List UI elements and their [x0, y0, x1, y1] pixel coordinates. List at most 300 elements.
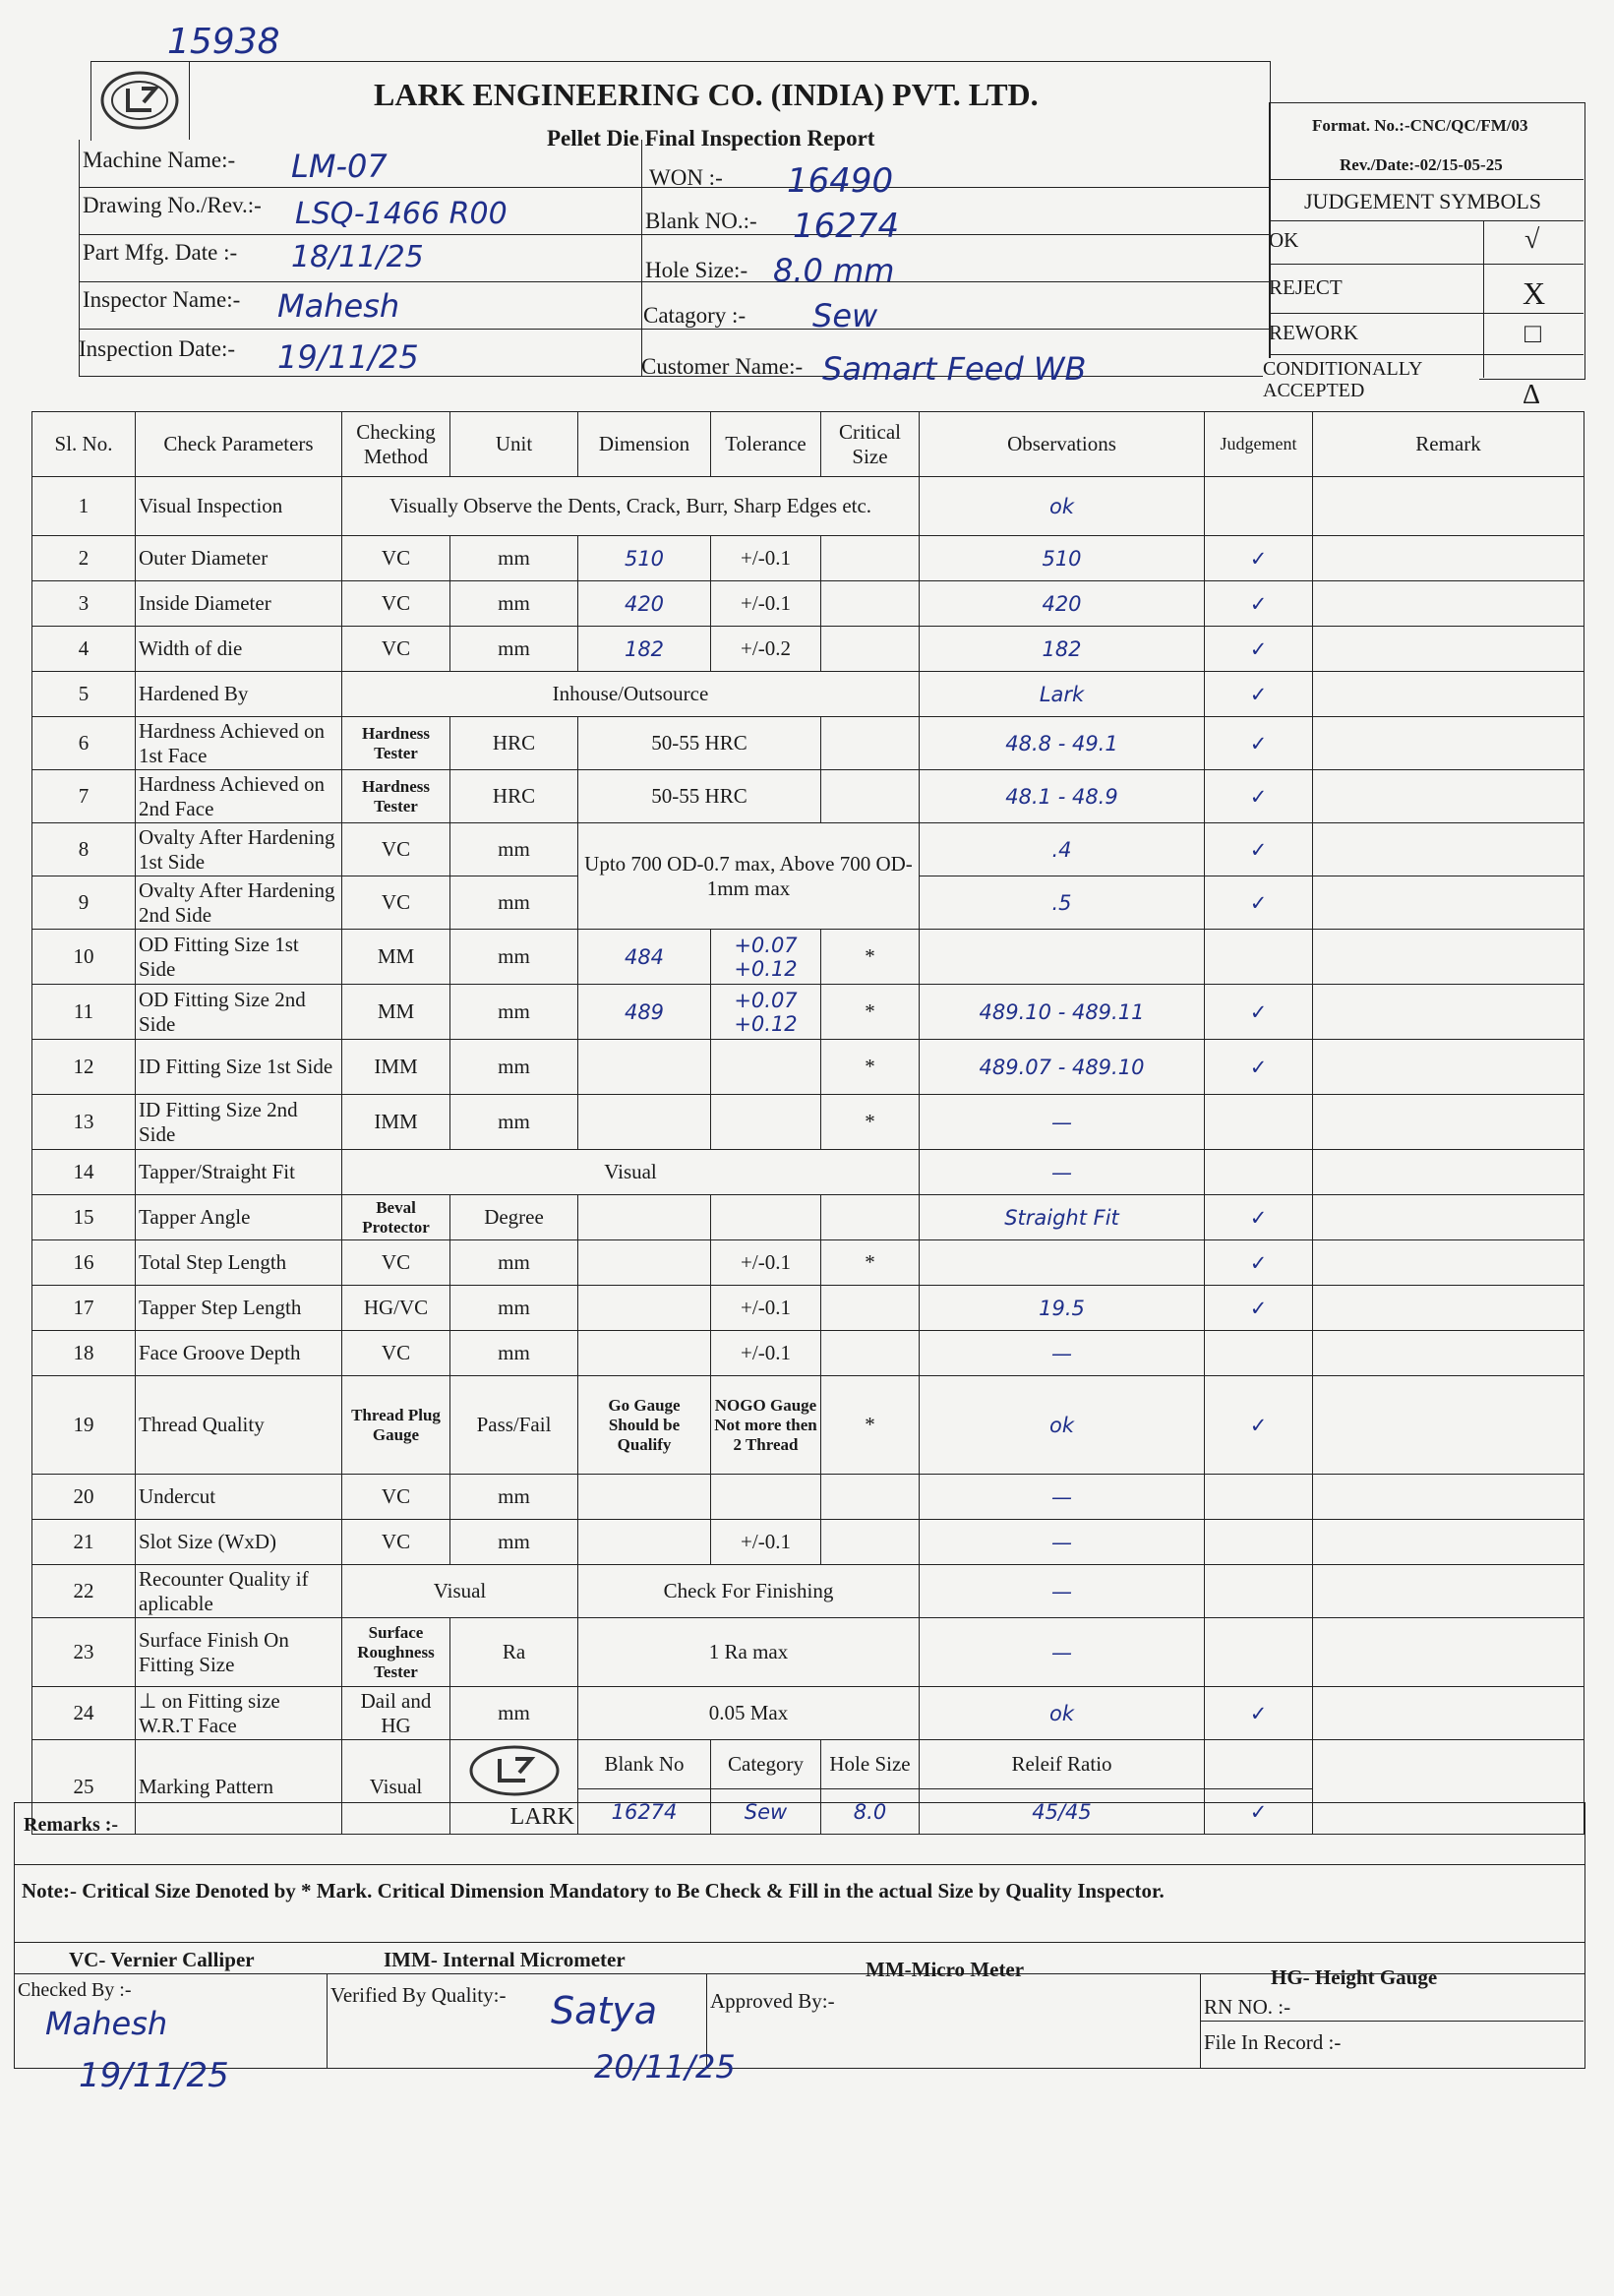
row-tol: +0.07 +0.12: [711, 930, 821, 985]
row-unit: mm: [450, 876, 578, 930]
row-remark: [1313, 1240, 1584, 1286]
row-observation: .5: [920, 876, 1205, 930]
row-unit: mm: [450, 1286, 578, 1331]
row-param: ID Fitting Size 1st Side: [136, 1040, 342, 1095]
marking-sub-value: Sew: [711, 1789, 821, 1835]
blank-no-value: 16274: [793, 207, 900, 246]
row-judgement: ✓: [1205, 1240, 1313, 1286]
row-judgement: [1205, 1095, 1313, 1150]
row-crit: *: [821, 1040, 920, 1095]
row-remark: [1313, 1565, 1584, 1618]
row-judgement: ✓: [1205, 1195, 1313, 1240]
row-tol: +0.07 +0.12: [711, 985, 821, 1040]
table-row: [32, 930, 1584, 985]
row-observation: .4: [920, 823, 1205, 876]
row-observation: —: [920, 1150, 1205, 1195]
row-unit: mm: [450, 627, 578, 672]
row-judgement: ✓: [1205, 1286, 1313, 1331]
row-observation: —: [920, 1618, 1205, 1687]
table-row: [32, 627, 1584, 672]
row-observation: 510: [920, 536, 1205, 581]
row-observation: Lark: [920, 672, 1205, 717]
row-method: VC: [342, 1331, 450, 1376]
row-remark: [1313, 1040, 1584, 1095]
remarks-label: Remarks :-: [24, 1814, 119, 1836]
row-judgement: ✓: [1205, 672, 1313, 717]
symbol-ok: √: [1524, 224, 1540, 255]
row-param: Tapper Step Length: [136, 1286, 342, 1331]
rev-date: Rev./Date:-02/15-05-25: [1340, 155, 1503, 174]
row-unit: mm: [450, 1520, 578, 1565]
row-remark: [1313, 1150, 1584, 1195]
row-method: VC: [342, 1520, 450, 1565]
row-sl: 13: [32, 1095, 136, 1150]
format-no: Format. No.:-CNC/QC/FM/03: [1312, 116, 1528, 135]
row-judgement: [1205, 477, 1313, 536]
row-sl: 4: [32, 627, 136, 672]
row-param: Outer Diameter: [136, 536, 342, 581]
row-crit: *: [821, 1240, 920, 1286]
row-judgement: ✓: [1205, 536, 1313, 581]
row-param: Hardened By: [136, 672, 342, 717]
row-crit: *: [821, 1095, 920, 1150]
row-sl: 5: [32, 672, 136, 717]
row-tol: [711, 1475, 821, 1520]
row-method: MM: [342, 930, 450, 985]
table-row: [32, 1286, 1584, 1331]
drawing-no-label: Drawing No./Rev.:-: [83, 193, 262, 217]
row-sl: 23: [32, 1618, 136, 1687]
row-judgement: ✓: [1205, 717, 1313, 770]
symbol-conditional-text: CONDITIONALLY ACCEPTED: [1263, 358, 1479, 401]
row-sl: 9: [32, 876, 136, 930]
row-remark: [1313, 1331, 1584, 1376]
row-sl: 3: [32, 581, 136, 627]
row-tol: [711, 1195, 821, 1240]
row-crit: [821, 581, 920, 627]
col-obs: Observations: [920, 412, 1205, 477]
row-dim: 50-55 HRC: [578, 717, 821, 770]
row-dim: [578, 1040, 711, 1095]
row-remark: [1313, 1095, 1584, 1150]
table-row: [32, 1376, 1584, 1475]
table-row: [32, 1095, 1584, 1150]
row-crit: [821, 627, 920, 672]
row-param: Inside Diameter: [136, 581, 342, 627]
row-observation: ok: [920, 1687, 1205, 1740]
checked-by-signature: Mahesh: [45, 2005, 168, 2042]
row-remark: [1313, 823, 1584, 876]
row-method: Visual: [342, 1740, 450, 1835]
row-remark: [1313, 770, 1584, 823]
row-sl: 15: [32, 1195, 136, 1240]
row-param: OD Fitting Size 1st Side: [136, 930, 342, 985]
table-row: [32, 1520, 1584, 1565]
table-row: [32, 477, 1584, 536]
table-header: [32, 412, 1584, 477]
row-method: VC: [342, 627, 450, 672]
row-param: OD Fitting Size 2nd Side: [136, 985, 342, 1040]
row-observation: —: [920, 1475, 1205, 1520]
row-dim: 484: [578, 930, 711, 985]
row-dim: [578, 1240, 711, 1286]
symbol-rework: □: [1524, 319, 1541, 349]
row-dimtol: 1 Ra max: [578, 1618, 920, 1687]
row-sl: 22: [32, 1565, 136, 1618]
row-method: VC: [342, 581, 450, 627]
row-remark: [1313, 672, 1584, 717]
row-param: Visual Inspection: [136, 477, 342, 536]
symbol-conditional: Δ: [1523, 380, 1541, 410]
row-remark: [1313, 876, 1584, 930]
row-judgement: ✓: [1205, 1687, 1313, 1740]
row-observation: —: [920, 1565, 1205, 1618]
col-param: Check Parameters: [136, 412, 342, 477]
row-tol: +/-0.1: [711, 1286, 821, 1331]
row-observation: 48.8 - 49.1: [920, 717, 1205, 770]
row-crit: [821, 1475, 920, 1520]
row-sl: 16: [32, 1240, 136, 1286]
row-unit: mm: [450, 536, 578, 581]
row-crit: [821, 536, 920, 581]
row-remark: [1313, 627, 1584, 672]
row-observation: —: [920, 1520, 1205, 1565]
row-unit: Degree: [450, 1195, 578, 1240]
drawing-no-value: LSQ-1466 R00: [295, 197, 508, 231]
machine-name-value: LM-07: [291, 148, 388, 185]
row-judgement: [1205, 1150, 1313, 1195]
row-observation: —: [920, 1331, 1205, 1376]
symbol-rework-label: REWORK: [1269, 321, 1358, 344]
row-dim: 510: [578, 536, 711, 581]
lark-logo-icon: [460, 1743, 568, 1798]
col-unit: Unit: [450, 412, 578, 477]
row-judgement: ✓: [1205, 770, 1313, 823]
row-param: Slot Size (WxD): [136, 1520, 342, 1565]
row-span-text: Visual: [342, 1150, 920, 1195]
row-method: Beval Protector: [342, 1195, 450, 1240]
marking-sub-value: 8.0: [821, 1789, 920, 1835]
marking-logo-text: LARK: [509, 1804, 574, 1830]
row-param: Marking Pattern: [136, 1740, 342, 1835]
blank-no-label: Blank NO.:-: [645, 209, 757, 233]
inspector-name-label: Inspector Name:-: [83, 287, 241, 312]
row-unit: mm: [450, 1687, 578, 1740]
row-remark: [1313, 930, 1584, 985]
row-remark: [1313, 1286, 1584, 1331]
row-sl: 8: [32, 823, 136, 876]
row-crit: [821, 1331, 920, 1376]
row-param: Undercut: [136, 1475, 342, 1520]
row-tol: +/-0.1: [711, 1331, 821, 1376]
row-tol: +/-0.1: [711, 1240, 821, 1286]
row-param: Total Step Length: [136, 1240, 342, 1286]
row-unit: mm: [450, 985, 578, 1040]
row-dim: 489: [578, 985, 711, 1040]
row-dim: 50-55 HRC: [578, 770, 821, 823]
row-dim: [578, 1195, 711, 1240]
won-label: WON :-: [649, 165, 723, 190]
table-row: [32, 1195, 1584, 1240]
verified-by-date: 20/11/25: [594, 2048, 736, 2085]
row-judgement: ✓: [1205, 1040, 1313, 1095]
category-label: Catagory :-: [643, 303, 747, 328]
row-crit: *: [821, 930, 920, 985]
symbol-reject-label: REJECT: [1269, 275, 1343, 299]
col-crit: Critical Size: [821, 412, 920, 477]
table-row: [32, 1040, 1584, 1095]
row-param: Hardness Achieved on 1st Face: [136, 717, 342, 770]
report-title: Pellet Die Final Inspection Report: [547, 126, 875, 151]
row-unit: mm: [450, 581, 578, 627]
customer-name-value: Samart Feed WB: [822, 350, 1087, 388]
row-crit: *: [821, 985, 920, 1040]
row-method: Thread Plug Gauge: [342, 1376, 450, 1475]
row-tol: +/-0.1: [711, 1520, 821, 1565]
row-judgement: [1205, 1475, 1313, 1520]
row-dim: [578, 1520, 711, 1565]
row-observation: 489.07 - 489.10: [920, 1040, 1205, 1095]
row-tol: +/-0.1: [711, 536, 821, 581]
rn-no-label: RN NO. :-: [1204, 1995, 1291, 2019]
approved-by-label: Approved By:-: [710, 1989, 835, 2013]
row-dim: [578, 1095, 711, 1150]
row-unit: mm: [450, 930, 578, 985]
row-param: Tapper Angle: [136, 1195, 342, 1240]
row-param: Recounter Quality if aplicable: [136, 1565, 342, 1618]
customer-name-label: Customer Name:-: [641, 354, 804, 379]
marking-sub-header: Blank No: [578, 1740, 711, 1789]
table-row: [32, 1687, 1584, 1740]
row-remark: [1313, 1687, 1584, 1740]
row-remark: [1313, 536, 1584, 581]
row-judgement: [1205, 930, 1313, 985]
row-unit: mm: [450, 1040, 578, 1095]
row-span-text: Visually Observe the Dents, Crack, Burr, Sharp Edges etc.: [342, 477, 920, 536]
row-dimtol: 0.05 Max: [578, 1687, 920, 1740]
row-unit: mm: [450, 1240, 578, 1286]
row-sl: 10: [32, 930, 136, 985]
col-method: Checking Method: [342, 412, 450, 477]
row-sl: 25: [32, 1740, 136, 1835]
company-logo-icon: [90, 61, 189, 140]
marking-sub-header: Hole Size: [821, 1740, 920, 1789]
marking-sub-value: 45/45: [920, 1789, 1205, 1835]
row-method: HG/VC: [342, 1286, 450, 1331]
legend-mm: MM-Micro Meter: [866, 1958, 1025, 1981]
col-remark: Remark: [1313, 412, 1584, 477]
row-unit: HRC: [450, 770, 578, 823]
verified-by-signature: Satya: [551, 1989, 658, 2032]
col-judge: Judgement: [1205, 412, 1313, 477]
table-row: [32, 1475, 1584, 1520]
verified-by-label: Verified By Quality:-: [330, 1983, 507, 2007]
marking-sub-header: Category: [711, 1740, 821, 1789]
row-observation: 420: [920, 581, 1205, 627]
row-remark: [1313, 1475, 1584, 1520]
row-observation: —: [920, 1095, 1205, 1150]
row-crit: *: [821, 1376, 920, 1475]
doc-number: 15938: [167, 22, 280, 62]
legend-vc: VC- Vernier Calliper: [69, 1948, 255, 1971]
symbol-reject: X: [1523, 275, 1546, 311]
row-observation: 182: [920, 627, 1205, 672]
row-judgement: ✓: [1205, 581, 1313, 627]
row-observation: 19.5: [920, 1286, 1205, 1331]
part-mfg-date-value: 18/11/25: [291, 240, 424, 274]
row-dim: [578, 1286, 711, 1331]
row-crit: [821, 1520, 920, 1565]
row-remark: [1313, 477, 1584, 536]
row-unit: mm: [450, 823, 578, 876]
row-remark: [1313, 1618, 1584, 1687]
table-row: [32, 985, 1584, 1040]
file-in-record-label: File In Record :-: [1204, 2030, 1342, 2054]
row-method: VC: [342, 1240, 450, 1286]
row-unit: HRC: [450, 717, 578, 770]
table-row: [32, 717, 1584, 770]
row-param: Surface Finish On Fitting Size: [136, 1618, 342, 1687]
symbol-ok-label: OK: [1269, 228, 1299, 252]
row-dim: [578, 1475, 711, 1520]
row-param: Thread Quality: [136, 1376, 342, 1475]
legend-imm: IMM- Internal Micrometer: [384, 1948, 626, 1971]
row-method: VC: [342, 1475, 450, 1520]
row-method: Visual: [342, 1565, 578, 1618]
row-param: ⊥ on Fitting size W.R.T Face: [136, 1687, 342, 1740]
remarks-box: [14, 1802, 1585, 1865]
row-tol: [711, 1095, 821, 1150]
checked-by-date: 19/11/25: [79, 2056, 229, 2095]
col-sl: Sl. No.: [32, 412, 136, 477]
marking-sub-header: Releif Ratio: [920, 1740, 1205, 1789]
row-method: Hardness Tester: [342, 717, 450, 770]
row-method: Hardness Tester: [342, 770, 450, 823]
row-remark: [1313, 1376, 1584, 1475]
won-value: 16490: [787, 161, 894, 201]
row-dim: Upto 700 OD-0.7 max, Above 700 OD-1mm max: [578, 823, 920, 930]
row-judgement: [1205, 1618, 1313, 1687]
table-row: [32, 536, 1584, 581]
row-judgement: [1205, 1740, 1313, 1789]
table-row: [32, 770, 1584, 823]
row-observation: [920, 930, 1205, 985]
row-sl: 20: [32, 1475, 136, 1520]
row-observation: ok: [920, 1376, 1205, 1475]
row-observation: Straight Fit: [920, 1195, 1205, 1240]
judgement-symbols-title: JUDGEMENT SYMBOLS: [1304, 189, 1542, 213]
row-judgement: ✓: [1205, 876, 1313, 930]
marking-sub-value: 16274: [578, 1789, 711, 1835]
row-unit: Ra: [450, 1618, 578, 1687]
table-row-marking: [32, 1740, 1584, 1789]
row-method: VC: [342, 876, 450, 930]
row-param: Hardness Achieved on 2nd Face: [136, 770, 342, 823]
row-sl: 21: [32, 1520, 136, 1565]
row-judgement: ✓: [1205, 627, 1313, 672]
row-dimtol: Check For Finishing: [578, 1565, 920, 1618]
row-judgement: ✓: [1205, 1789, 1313, 1835]
inspection-table: [31, 411, 1584, 1835]
hole-size-value: 8.0 mm: [773, 252, 895, 289]
row-dim: [578, 1331, 711, 1376]
inspection-date-label: Inspection Date:-: [79, 336, 236, 361]
row-remark: [1313, 985, 1584, 1040]
row-unit: mm: [450, 1331, 578, 1376]
row-tol: +/-0.1: [711, 581, 821, 627]
row-param: Ovalty After Hardening 1st Side: [136, 823, 342, 876]
table-row: [32, 1150, 1584, 1195]
row-param: ID Fitting Size 2nd Side: [136, 1095, 342, 1150]
row-observation: 489.10 - 489.11: [920, 985, 1205, 1040]
part-mfg-date-label: Part Mfg. Date :-: [83, 240, 238, 265]
row-sl: 7: [32, 770, 136, 823]
row-param: Tapper/Straight Fit: [136, 1150, 342, 1195]
row-sl: 11: [32, 985, 136, 1040]
table-row: [32, 1618, 1584, 1687]
logo: [90, 61, 190, 140]
row-crit: [821, 717, 920, 770]
row-sl: 19: [32, 1376, 136, 1475]
row-remark: [1313, 1195, 1584, 1240]
row-dim: Go Gauge Should be Qualify: [578, 1376, 711, 1475]
row-judgement: [1205, 1331, 1313, 1376]
row-observation: 48.1 - 48.9: [920, 770, 1205, 823]
hole-size-label: Hole Size:-: [645, 258, 748, 282]
row-crit: [821, 1195, 920, 1240]
table-row: [32, 672, 1584, 717]
row-tol: NOGO Gauge Not more then 2 Thread: [711, 1376, 821, 1475]
row-remark: [1313, 581, 1584, 627]
row-judgement: ✓: [1205, 1376, 1313, 1475]
row-observation: ok: [920, 477, 1205, 536]
row-sl: 18: [32, 1331, 136, 1376]
row-sl: 6: [32, 717, 136, 770]
row-sl: 12: [32, 1040, 136, 1095]
table-row: [32, 1240, 1584, 1286]
row-method: VC: [342, 536, 450, 581]
row-judgement: ✓: [1205, 823, 1313, 876]
row-remark: [1313, 1520, 1584, 1565]
table-row: [32, 581, 1584, 627]
row-method: Surface Roughness Tester: [342, 1618, 450, 1687]
row-method: IMM: [342, 1040, 450, 1095]
row-observation: [920, 1240, 1205, 1286]
inspection-date-value: 19/11/25: [277, 338, 419, 376]
row-param: Face Groove Depth: [136, 1331, 342, 1376]
row-judgement: [1205, 1565, 1313, 1618]
row-param: Ovalty After Hardening 2nd Side: [136, 876, 342, 930]
note-text: Note:- Critical Size Denoted by * Mark. Critical Dimension Mandatory to Be Check & Fill in the actual Size by Quality Inspector.: [22, 1879, 1165, 1903]
row-unit: Pass/Fail: [450, 1376, 578, 1475]
row-judgement: ✓: [1205, 985, 1313, 1040]
company-name: LARK ENGINEERING CO. (INDIA) PVT. LTD.: [374, 77, 1039, 112]
inspector-name-value: Mahesh: [277, 287, 400, 325]
row-crit: [821, 1286, 920, 1331]
legend-hg: HG- Height Gauge: [1271, 1965, 1438, 1989]
table-row: [32, 1565, 1584, 1618]
row-crit: [821, 770, 920, 823]
row-unit: mm: [450, 1095, 578, 1150]
row-sl: 2: [32, 536, 136, 581]
checked-by-label: Checked By :-: [18, 1979, 132, 2001]
col-dim: Dimension: [578, 412, 711, 477]
row-param: Width of die: [136, 627, 342, 672]
row-sl: 1: [32, 477, 136, 536]
row-tol: +/-0.2: [711, 627, 821, 672]
row-method: IMM: [342, 1095, 450, 1150]
row-span-text: Inhouse/Outsource: [342, 672, 920, 717]
